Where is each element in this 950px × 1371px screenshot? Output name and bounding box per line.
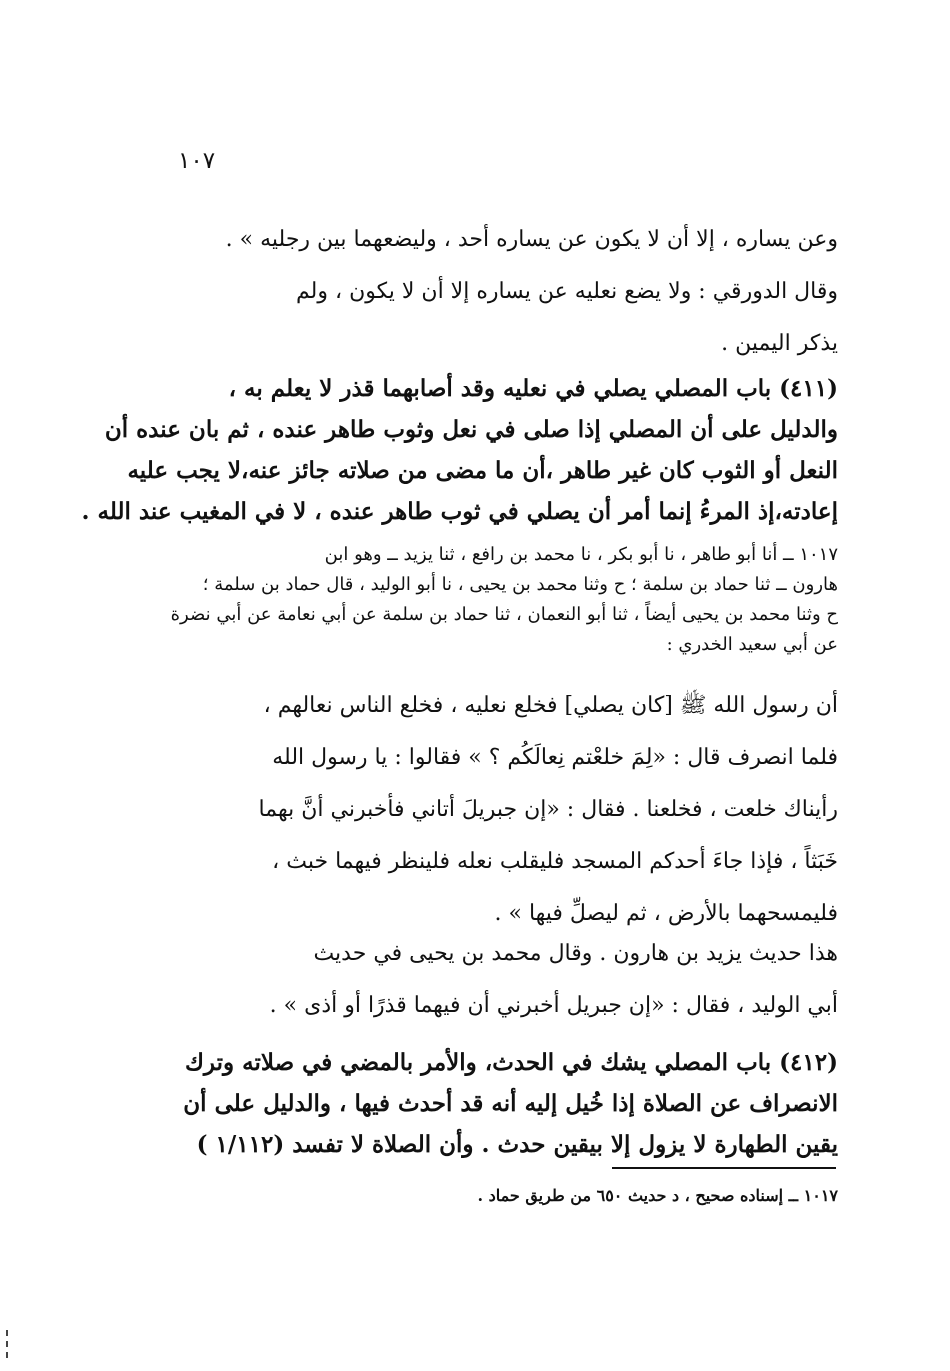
hadith-1017-matn	[170, 680, 838, 940]
intro-line-1: وعن يساره ، إلا أن لا يكون عن يساره أحد ، وليضعهما بين رجليه » .	[225, 227, 838, 252]
chapter-411-line-2: والدليل على أن المصلي إذا صلى في نعل وثوب طاهر عنده ، ثم بان عنده أن	[104, 416, 838, 443]
scan-edge-marks	[6, 1330, 10, 1366]
hadith-1017-note	[170, 928, 838, 1032]
footnote	[170, 1183, 838, 1209]
matn-line-2: فلما انصرف قال : «لِمَ خلعْتم نِعالَكُم ؟ » فقالوا : يا رسول الله	[272, 745, 838, 770]
matn-line-5: فليمسحهما بالأرض ، ثم ليصلِّ فيها » .	[494, 901, 838, 926]
matn-line-4: خَبَثاً ، فإذا جاءَ أحدكم المسجد فليقلب نعله فلينظر فيهما خبث ،	[272, 849, 838, 874]
chapter-412-line-1: (٤١٢) باب المصلي يشك في الحدث، والأمر بالمضي في صلاته وترك	[184, 1049, 838, 1076]
footnote-divider	[612, 1167, 836, 1169]
chapter-412-line-2: الانصراف عن الصلاة إذا خُيل إليه أنه قد أحدث فيها ، والدليل على أن	[183, 1090, 838, 1117]
intro-line-3: يذكر اليمين .	[721, 331, 838, 356]
isnad-line-3: ح وثنا محمد بن يحيى أيضاً ، ثنا أبو النعمان ، ثنا حماد بن سلمة عن أبي نعامة عن أبي نضرة	[170, 604, 838, 625]
matn-line-3: رأيناك خلعت ، فخلعنا . فقال : «إن جبريلَ أتاني فأخبرني أنَّ بهما	[258, 797, 838, 822]
matn-line-1: أن رسول الله ﷺ [كان يصلي] فخلع نعليه ، فخلع الناس نعالهم ،	[263, 693, 838, 718]
chapter-411-line-4: إعادته،إذ المرءُ إنما أمر أن يصلي في ثوب طاهر عنده ، لا في المغيب عند الله .	[81, 498, 838, 525]
note-line-1: هذا حديث يزيد بن هارون . وقال محمد بن يحيى في حديث	[313, 941, 838, 966]
chapter-412-heading	[170, 1042, 838, 1165]
footnote-line: ١٠١٧ ــ إسناده صحيح ، د حديث ٦٥٠ من طريق حماد .	[477, 1186, 838, 1205]
hadith-1017-isnad	[170, 540, 838, 660]
intro-line-2: وقال الدورقي : ولا يضع نعليه عن يساره إلا أن لا يكون ، ولم	[296, 279, 838, 304]
chapter-411-heading	[81, 368, 838, 532]
note-line-2: أبي الوليد ، فقال : «إن جبريل أخبرني أن فيهما قذرًا أو أذى » .	[269, 993, 838, 1018]
intro-paragraph	[170, 214, 838, 370]
chapter-411-line-3: النعل أو الثوب كان غير طاهر ،أن ما مضى من صلاته جائز عنه،لا يجب عليه	[127, 457, 838, 484]
chapter-412-line-3: يقين الطهارة لا يزول إلا بيقين حدث . وأن الصلاة لا تفسد (١/١١٢ )	[196, 1131, 838, 1158]
isnad-line-4: عن أبي سعيد الخدري :	[666, 634, 838, 655]
isnad-line-2: هارون ــ ثنا حماد بن سلمة ؛ ح وثنا محمد بن يحيى ، نا أبو الوليد ، قال حماد بن سلمة ؛	[202, 574, 838, 595]
page-number: ١٠٧	[178, 148, 216, 174]
isnad-line-1: ١٠١٧ ــ أنا أبو طاهر ، نا أبو بكر ، نا محمد بن رافع ، ثنا يزيد ــ وهو ابن	[324, 544, 838, 565]
chapter-411-line-1: (٤١١) باب المصلي يصلي في نعليه وقد أصابهما قذر لا يعلم به ،	[228, 375, 838, 402]
